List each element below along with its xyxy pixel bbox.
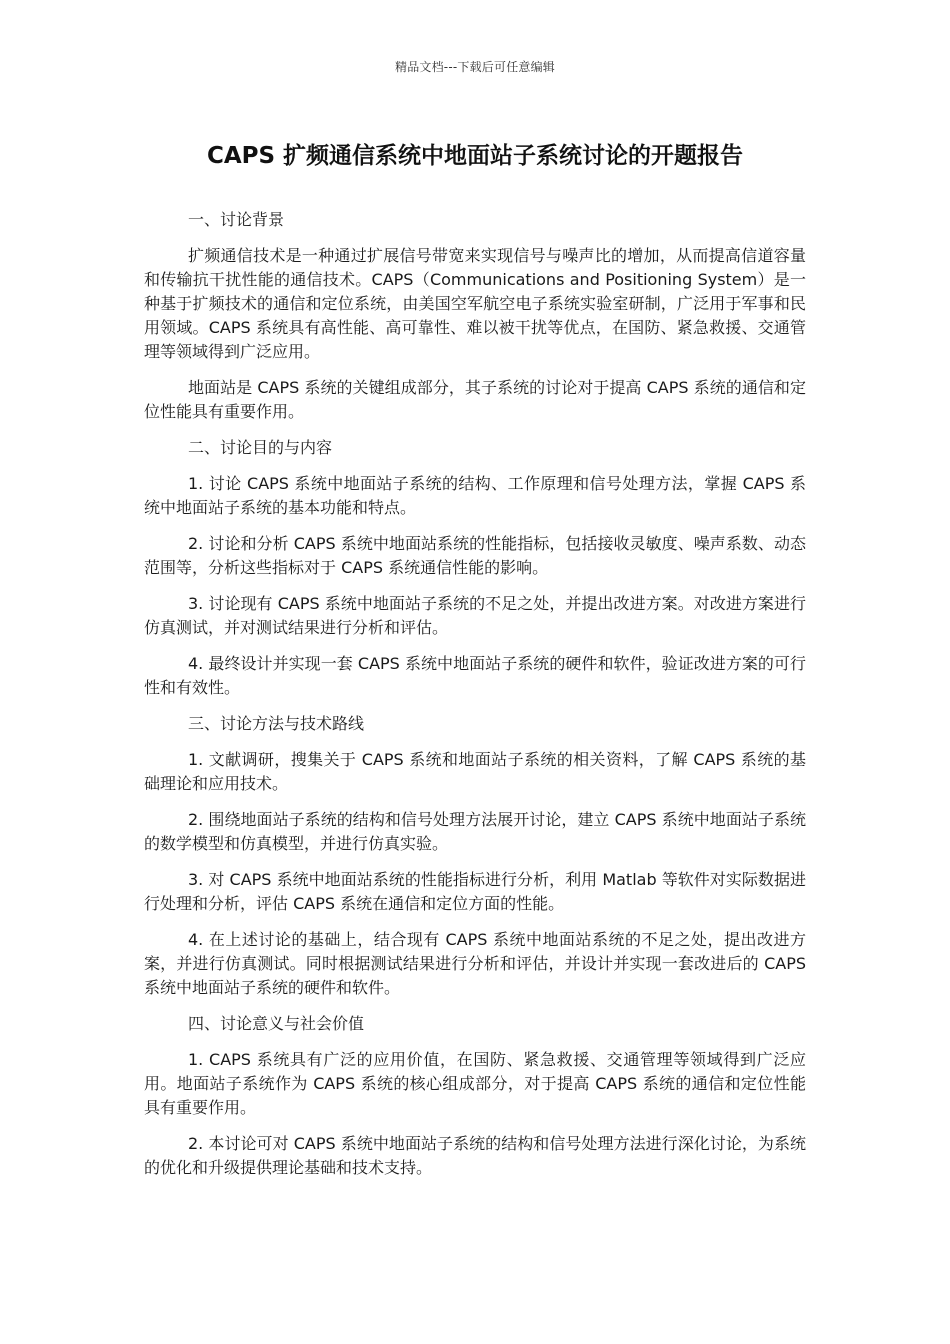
objective-item: 2. 讨论和分析 CAPS 系统中地面站系统的性能指标，包括接收灵敏度、噪声系数、动态范围等，分析这些指标对于 CAPS 系统通信性能的影响。	[144, 534, 806, 577]
significance-item: 1. CAPS 系统具有广泛的应用价值，在国防、紧急救援、交通管理等领域得到广泛应用。地面站子系统作为 CAPS 系统的核心组成部分，对于提高 CAPS 系统的通信和定位性能具有重要作用。	[144, 1050, 806, 1117]
background-paragraph-1: 扩频通信技术是一种通过扩展信号带宽来实现信号与噪声比的增加，从而提高信道容量和传输抗干扰性能的通信技术。CAPS（Communications and Positioning System）是一种基于扩频技术的通信和定位系统，由美国空军航空电子系统实验室研制，广泛用于军事和民用领域。CAPS 系统具有高性能、高可靠性、难以被干扰等优点，在国防、紧急救援、交通管理等领域得到广泛应用。	[144, 246, 806, 361]
section-heading-methods: 三、讨论方法与技术路线	[188, 714, 365, 733]
section-heading-significance: 四、讨论意义与社会价值	[188, 1014, 365, 1033]
background-paragraph-2: 地面站是 CAPS 系统的关键组成部分，其子系统的讨论对于提高 CAPS 系统的通信和定位性能具有重要作用。	[144, 378, 806, 421]
method-item: 1. 文献调研，搜集关于 CAPS 系统和地面站子系统的相关资料，了解 CAPS 系统的基础理论和应用技术。	[144, 750, 806, 793]
document-body	[144, 208, 806, 1192]
document-title: CAPS 扩频通信系统中地面站子系统讨论的开题报告	[206, 143, 744, 169]
objective-item: 3. 讨论现有 CAPS 系统中地面站子系统的不足之处，并提出改进方案。对改进方案进行仿真测试，并对测试结果进行分析和评估。	[144, 594, 806, 637]
significance-item: 2. 本讨论可对 CAPS 系统中地面站子系统的结构和信号处理方法进行深化讨论，为系统的优化和升级提供理论基础和技术支持。	[144, 1134, 806, 1177]
method-item: 3. 对 CAPS 系统中地面站系统的性能指标进行分析，利用 Matlab 等软件对实际数据进行处理和分析，评估 CAPS 系统在通信和定位方面的性能。	[144, 870, 806, 913]
method-item: 4. 在上述讨论的基础上，结合现有 CAPS 系统中地面站系统的不足之处，提出改进方案，并进行仿真测试。同时根据测试结果进行分析和评估，并设计并实现一套改进后的 CAPS 系统中地面站子系统的硬件和软件。	[144, 930, 806, 997]
objective-item: 4. 最终设计并实现一套 CAPS 系统中地面站子系统的硬件和软件，验证改进方案的可行性和有效性。	[144, 654, 806, 697]
objective-item: 1. 讨论 CAPS 系统中地面站子系统的结构、工作原理和信号处理方法，掌握 CAPS 系统中地面站子系统的基本功能和特点。	[144, 474, 806, 517]
section-heading-background: 一、讨论背景	[188, 210, 285, 229]
method-item: 2. 围绕地面站子系统的结构和信号处理方法展开讨论，建立 CAPS 系统中地面站子系统的数学模型和仿真模型，并进行仿真实验。	[144, 810, 806, 853]
section-heading-objectives: 二、讨论目的与内容	[188, 438, 333, 457]
header-note: 精品文档---下载后可任意编辑	[395, 60, 555, 74]
